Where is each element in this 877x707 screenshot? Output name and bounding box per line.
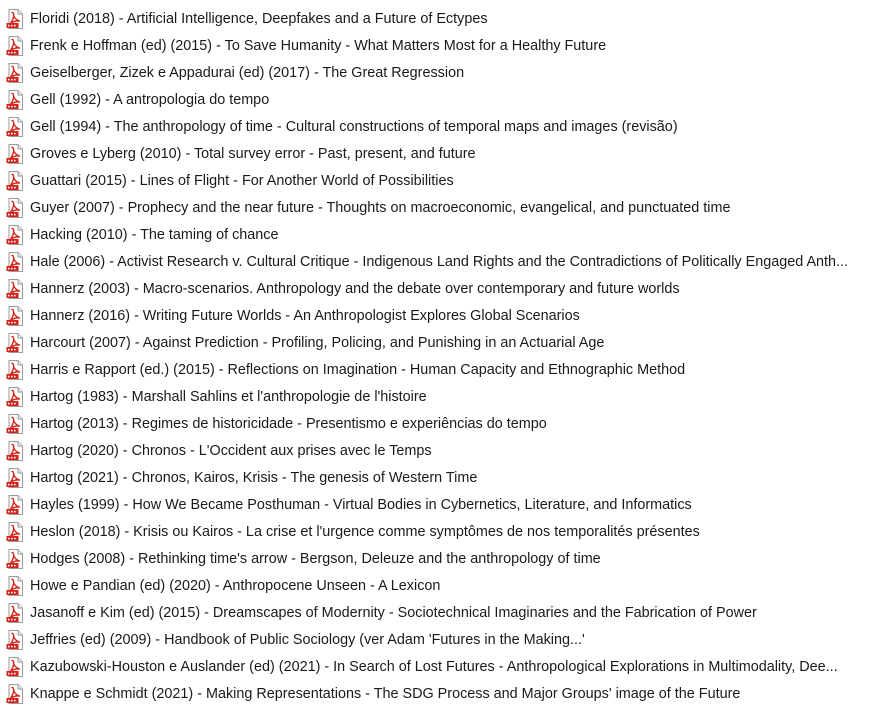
file-name: Floridi (2018) - Artificial Intelligence, Deepfakes and a Future of Ectypes: [30, 10, 488, 27]
pdf-file-icon: [6, 36, 24, 56]
pdf-file-icon: [6, 549, 24, 569]
file-row-20[interactable]: [0, 545, 877, 572]
file-row-23[interactable]: [0, 626, 877, 653]
file-row-15[interactable]: [0, 410, 877, 437]
file-row-10[interactable]: [0, 275, 877, 302]
file-name: Jasanoff e Kim (ed) (2015) - Dreamscapes of Modernity - Sociotechnical Imaginaries and the Fabrication of Power: [30, 604, 757, 621]
file-name: Hayles (1999) - How We Became Posthuman - Virtual Bodies in Cybernetics, Literature, and Informatics: [30, 496, 692, 513]
file-row-4[interactable]: [0, 113, 877, 140]
pdf-file-icon: [6, 63, 24, 83]
file-name: Knappe e Schmidt (2021) - Making Representations - The SDG Process and Major Groups' image of the Future: [30, 685, 741, 702]
file-name: Hannerz (2016) - Writing Future Worlds - An Anthropologist Explores Global Scenarios: [30, 307, 580, 324]
file-name: Hacking (2010) - The taming of chance: [30, 226, 279, 243]
file-name: Hartog (1983) - Marshall Sahlins et l'anthropologie de l'histoire: [30, 388, 427, 405]
file-name: Gell (1994) - The anthropology of time - Cultural constructions of temporal maps and images (revisão): [30, 118, 678, 135]
file-row-21[interactable]: [0, 572, 877, 599]
pdf-file-icon: [6, 468, 24, 488]
file-row-13[interactable]: [0, 356, 877, 383]
pdf-file-icon: [6, 144, 24, 164]
file-row-5[interactable]: [0, 140, 877, 167]
file-row-1[interactable]: [0, 32, 877, 59]
file-row-7[interactable]: [0, 194, 877, 221]
pdf-file-icon: [6, 684, 24, 704]
file-name: Gell (1992) - A antropologia do tempo: [30, 91, 270, 108]
file-name: Frenk e Hoffman (ed) (2015) - To Save Humanity - What Matters Most for a Healthy Future: [30, 37, 607, 54]
pdf-file-icon: [6, 414, 24, 434]
file-row-6[interactable]: [0, 167, 877, 194]
pdf-file-icon: [6, 387, 24, 407]
file-name: Hannerz (2003) - Macro-scenarios. Anthropology and the debate over contemporary and future worlds: [30, 280, 680, 297]
file-row-0[interactable]: [0, 5, 877, 32]
file-row-25[interactable]: [0, 680, 877, 707]
file-name: Geiselberger, Zizek e Appadurai (ed) (2017) - The Great Regression: [30, 64, 465, 81]
pdf-file-icon: [6, 657, 24, 677]
pdf-file-icon: [6, 252, 24, 272]
file-name: Heslon (2018) - Krisis ou Kairos - La crise et l'urgence comme symptômes de nos temporalités présentes: [30, 523, 700, 540]
file-row-8[interactable]: [0, 221, 877, 248]
file-row-12[interactable]: [0, 329, 877, 356]
file-name: Hartog (2013) - Regimes de historicidade - Presentismo e experiências do tempo: [30, 415, 547, 432]
file-name: Howe e Pandian (ed) (2020) - Anthropocene Unseen - A Lexicon: [30, 577, 441, 594]
file-name: Jeffries (ed) (2009) - Handbook of Public Sociology (ver Adam 'Futures in the Making...': [30, 631, 585, 648]
file-row-18[interactable]: [0, 491, 877, 518]
file-name: Hartog (2021) - Chronos, Kairos, Krisis - The genesis of Western Time: [30, 469, 478, 486]
file-row-19[interactable]: [0, 518, 877, 545]
pdf-file-icon: [6, 603, 24, 623]
file-name: Harris e Rapport (ed.) (2015) - Reflections on Imagination - Human Capacity and Ethnographic Method: [30, 361, 686, 378]
file-name: Guattari (2015) - Lines of Flight - For Another World of Possibilities: [30, 172, 454, 189]
file-row-11[interactable]: [0, 302, 877, 329]
pdf-file-icon: [6, 360, 24, 380]
pdf-file-icon: [6, 171, 24, 191]
file-name: Hodges (2008) - Rethinking time's arrow - Bergson, Deleuze and the anthropology of time: [30, 550, 601, 567]
pdf-file-icon: [6, 9, 24, 29]
pdf-file-icon: [6, 279, 24, 299]
file-name: Kazubowski-Houston e Auslander (ed) (2021) - In Search of Lost Futures - Anthropological Explorations in Multimodality, Dee...: [30, 658, 838, 675]
file-row-3[interactable]: [0, 86, 877, 113]
pdf-file-icon: [6, 198, 24, 218]
pdf-file-icon: [6, 306, 24, 326]
file-row-2[interactable]: [0, 59, 877, 86]
pdf-file-icon: [6, 333, 24, 353]
file-name: Hale (2006) - Activist Research v. Cultural Critique - Indigenous Land Rights and the Contradictions of Politically Engaged Anth...: [30, 253, 849, 270]
file-row-16[interactable]: [0, 437, 877, 464]
file-row-14[interactable]: [0, 383, 877, 410]
pdf-file-icon: [6, 90, 24, 110]
pdf-file-icon: [6, 522, 24, 542]
file-name: Harcourt (2007) - Against Prediction - Profiling, Policing, and Punishing in an Actuarial Age: [30, 334, 605, 351]
pdf-file-icon: [6, 630, 24, 650]
file-name: Hartog (2020) - Chronos - L'Occident aux prises avec le Temps: [30, 442, 432, 459]
pdf-file-icon: [6, 495, 24, 515]
file-row-24[interactable]: [0, 653, 877, 680]
pdf-file-icon: [6, 225, 24, 245]
file-row-22[interactable]: [0, 599, 877, 626]
file-row-17[interactable]: [0, 464, 877, 491]
pdf-file-icon: [6, 117, 24, 137]
pdf-file-icon: [6, 576, 24, 596]
file-name: Guyer (2007) - Prophecy and the near future - Thoughts on macroeconomic, evangelical, and punctuated time: [30, 199, 731, 216]
file-row-9[interactable]: [0, 248, 877, 275]
pdf-file-icon: [6, 441, 24, 461]
file-name: Groves e Lyberg (2010) - Total survey error - Past, present, and future: [30, 145, 476, 162]
